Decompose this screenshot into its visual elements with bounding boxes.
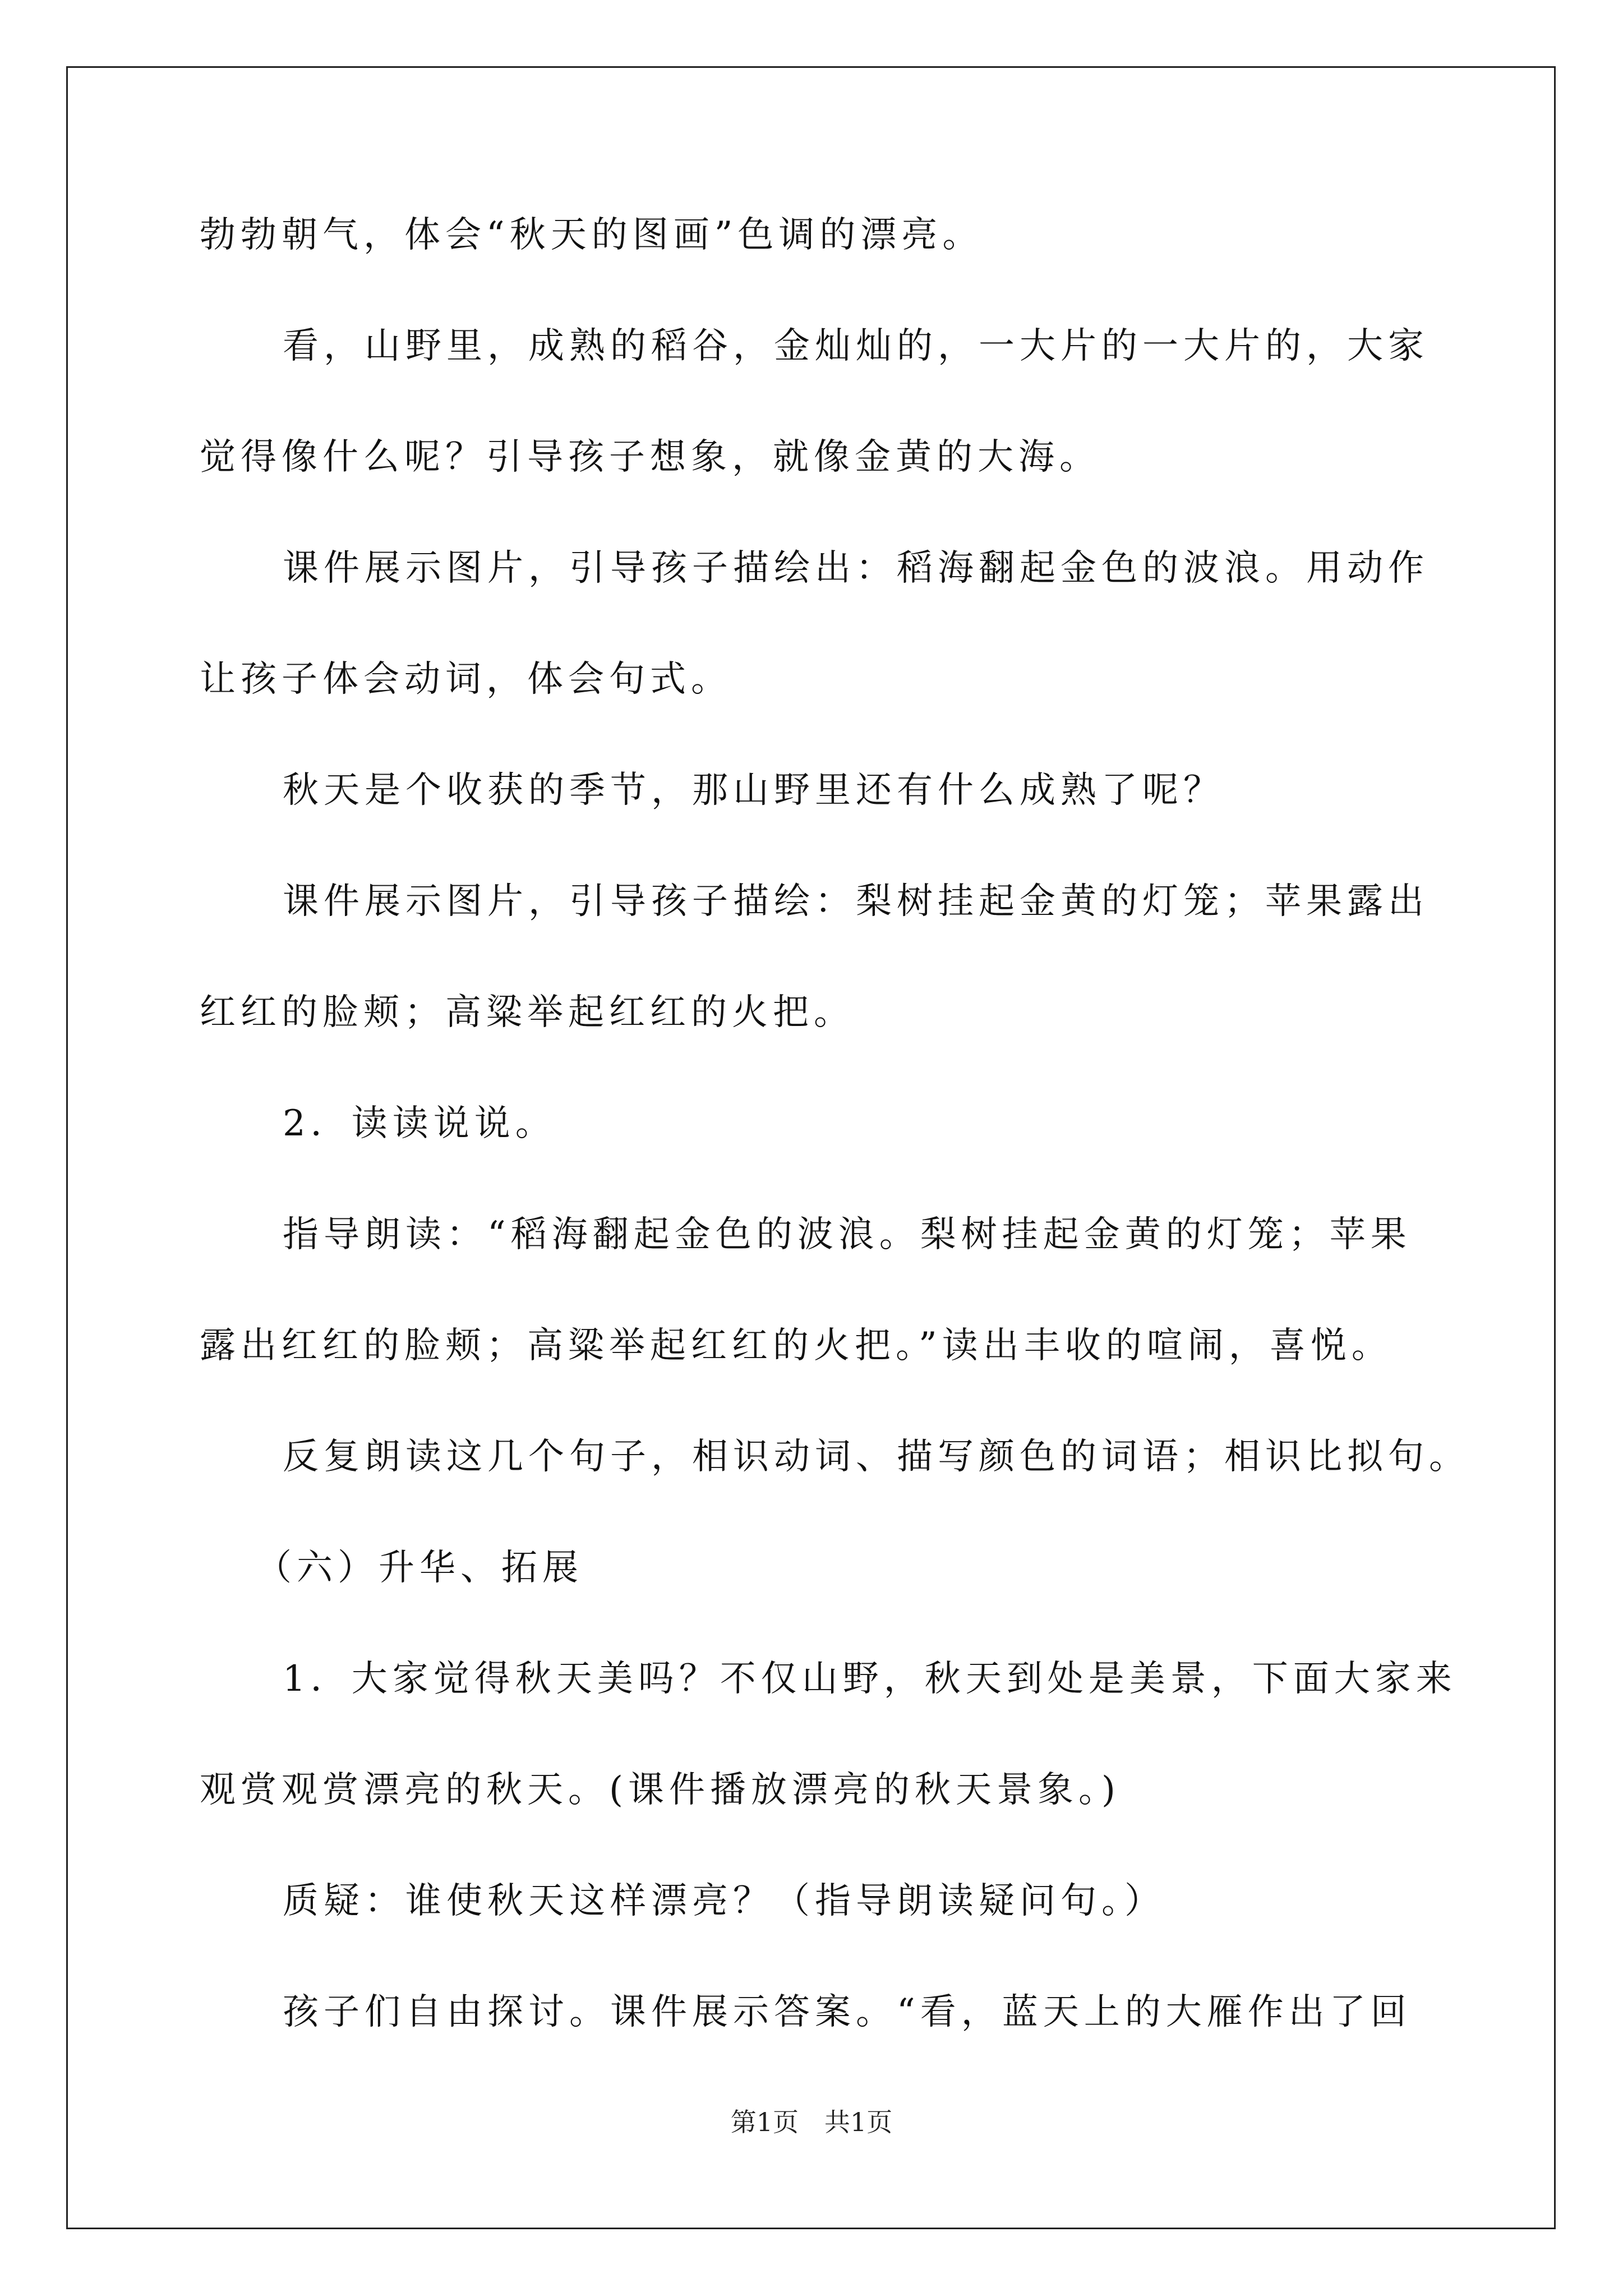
text-line-5: 让孩子体会动词，体会句式。 (200, 659, 732, 700)
text-line-10: 指导朗读：“稻海翻起金色的波浪。梨树挂起金黄的灯笼；苹果 (283, 1214, 1412, 1255)
text-line-2: 看，山野里，成熟的稻谷，金灿灿的，一大片的一大片的，大家 (283, 325, 1429, 367)
text-line-3: 觉得像什么呢？引导孩子想象，就像金黄的大海。 (200, 436, 1100, 478)
text-line-15: 观赏观赏漂亮的秋天。(课件播放漂亮的秋天景象。) (200, 1769, 1121, 1811)
text-line-4: 课件展示图片，引导孩子描绘出：稻海翻起金色的波浪。用动作 (283, 547, 1429, 589)
section-heading: （六）升华、拓展 (256, 1547, 583, 1589)
page-footer (0, 2106, 1623, 2138)
text-line-14: 1．大家觉得秋天美吗？不仅山野，秋天到处是美景，下面大家来 (283, 1658, 1457, 1700)
text-line-7: 课件展示图片，引导孩子描绘：梨树挂起金黄的灯笼；苹果露出 (283, 881, 1429, 922)
text-line-9: 2．读读说说。 (283, 1103, 556, 1144)
text-line-11: 露出红红的脸颊；高粱举起红红的火把。”读出丰收的喧闹，喜悦。 (200, 1325, 1393, 1366)
text-line-17: 孩子们自由探讨。课件展示答案。“看，蓝天上的大雁作出了回 (283, 1991, 1412, 2033)
text-line-12: 反复朗读这几个句子，相识动词、描写颜色的词语；相识比拟句。 (283, 1436, 1470, 1478)
page-number-label: 第1页 共1页 (730, 2107, 893, 2137)
text-line-8: 红红的脸颊；高粱举起红红的火把。 (200, 992, 855, 1033)
document-body (200, 214, 1470, 2102)
text-line-6: 秋天是个收获的季节，那山野里还有什么成熟了呢？ (283, 770, 1224, 811)
text-line-16: 质疑：谁使秋天这样漂亮？（指导朗读疑问句。） (283, 1880, 1165, 1922)
text-line-1: 勃勃朝气，体会“秋天的图画”色调的漂亮。 (200, 214, 984, 256)
